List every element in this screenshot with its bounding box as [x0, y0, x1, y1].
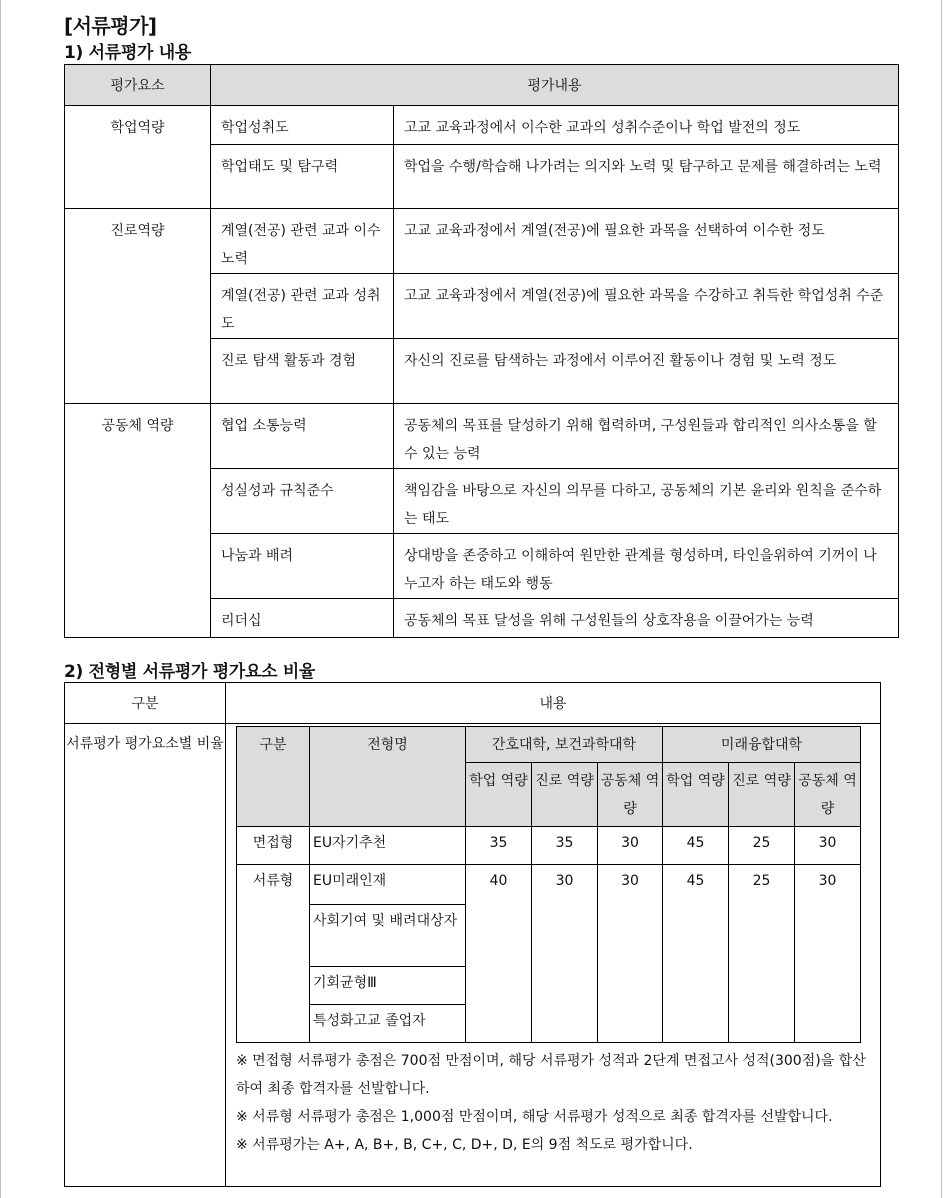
sub-career: 진로 역량 — [729, 763, 795, 827]
item-cell: 성실성과 규칙준수 — [211, 469, 394, 534]
ratio-label: 서류평가 평가요소별 비율 — [65, 724, 226, 1187]
notes — [236, 1047, 880, 1159]
value-cell: 30 — [795, 827, 861, 865]
item-cell: 학업태도 및 탐구력 — [211, 145, 394, 209]
value-cell: 40 — [466, 865, 532, 1043]
col-type: 구분 — [237, 727, 310, 827]
value-cell: 30 — [598, 865, 663, 1043]
track-name: 사회기여 및 배려대상자 — [310, 905, 466, 967]
track-name: 특성화고교 졸업자 — [310, 1005, 466, 1043]
ratio-inner-table — [236, 726, 861, 1043]
college-future: 미래융합대학 — [663, 727, 861, 763]
sub-community: 공동체 역량 — [795, 763, 861, 827]
track-name: EU자기추천 — [310, 827, 466, 865]
type-interview: 면접형 — [237, 827, 310, 865]
evaluation-content-table — [64, 64, 899, 638]
sub-career: 진로 역량 — [532, 763, 598, 827]
desc-cell: 책임감을 바탕으로 자신의 의무를 다하고, 공동체의 기본 윤리와 원칙을 준수하는 태도 — [394, 469, 899, 534]
page-title: [서류평가] — [64, 14, 157, 38]
desc-cell: 고교 교육과정에서 계열(전공)에 필요한 과목을 선택하여 이수한 정도 — [394, 209, 899, 274]
value-cell: 45 — [663, 827, 729, 865]
desc-cell: 공동체의 목표를 달성하기 위해 협력하며, 구성원들과 합리적인 의사소통을 할 수 있는 능력 — [394, 404, 899, 469]
desc-cell: 학업을 수행/학습해 나가려는 의지와 노력 및 탐구하고 문제를 해결하려는 노력 — [394, 145, 899, 209]
value-cell: 25 — [729, 827, 795, 865]
header-content: 내용 — [226, 683, 881, 724]
header-content: 평가내용 — [211, 65, 899, 106]
note-scale: ※ 서류평가는 A+, A, B+, B, C+, C, D+, D, E의 9점 척도로 평가합니다. — [236, 1137, 693, 1153]
item-cell: 진로 탐색 활동과 경험 — [211, 339, 394, 404]
item-cell: 계열(전공) 관련 교과 성취도 — [211, 274, 394, 339]
category-community: 공동체 역량 — [65, 404, 211, 638]
sub-community: 공동체 역량 — [598, 763, 663, 827]
value-cell: 25 — [729, 865, 795, 1043]
item-cell: 나눔과 배려 — [211, 534, 394, 599]
desc-cell: 상대방을 존중하고 이해하여 원만한 관계를 형성하며, 타인을위하여 기꺼이 나누고자 하는 태도와 행동 — [394, 534, 899, 599]
value-cell: 30 — [795, 865, 861, 1043]
category-academic: 학업역량 — [65, 106, 211, 209]
college-nursing-health: 간호대학, 보건과학대학 — [466, 727, 663, 763]
sub-academic: 학업 역량 — [466, 763, 532, 827]
value-cell: 30 — [598, 827, 663, 865]
item-cell: 리더십 — [211, 599, 394, 638]
track-name: EU미래인재 — [310, 865, 466, 905]
sub-academic: 학업 역량 — [663, 763, 729, 827]
value-cell: 45 — [663, 865, 729, 1043]
value-cell: 35 — [466, 827, 532, 865]
item-cell: 계열(전공) 관련 교과 이수 노력 — [211, 209, 394, 274]
ratio-outer-table — [64, 682, 881, 1187]
category-career: 진로역량 — [65, 209, 211, 404]
type-document: 서류형 — [237, 865, 310, 1043]
desc-cell: 고교 교육과정에서 계열(전공)에 필요한 과목을 수강하고 취득한 학업성취 수준 — [394, 274, 899, 339]
section2-heading: 2) 전형별 서류평가 평가요소 비율 — [64, 662, 316, 682]
header-type: 구분 — [65, 683, 226, 724]
note-interview: ※ 면접형 서류평가 총점은 700점 만점이며, 해당 서류평가 성적과 2단계 면접고사 성적(300점)을 합산하여 최종 합격자를 선발합니다. — [236, 1053, 866, 1097]
track-name: 기회균형Ⅲ — [310, 967, 466, 1005]
col-name: 전형명 — [310, 727, 466, 827]
value-cell: 35 — [532, 827, 598, 865]
item-cell: 협업 소통능력 — [211, 404, 394, 469]
desc-cell: 자신의 진로를 탐색하는 과정에서 이루어진 활동이나 경험 및 노력 정도 — [394, 339, 899, 404]
value-cell: 30 — [532, 865, 598, 1043]
header-element: 평가요소 — [65, 65, 211, 106]
section1-heading: 1) 서류평가 내용 — [64, 43, 191, 63]
desc-cell: 공동체의 목표 달성을 위해 구성원들의 상호작용을 이끌어가는 능력 — [394, 599, 899, 638]
ratio-content — [226, 724, 881, 1187]
note-document: ※ 서류형 서류평가 총점은 1,000점 만점이며, 해당 서류평가 성적으로 최종 합격자를 선발합니다. — [236, 1109, 833, 1125]
desc-cell: 고교 교육과정에서 이수한 교과의 성취수준이나 학업 발전의 정도 — [394, 106, 899, 145]
item-cell: 학업성취도 — [211, 106, 394, 145]
